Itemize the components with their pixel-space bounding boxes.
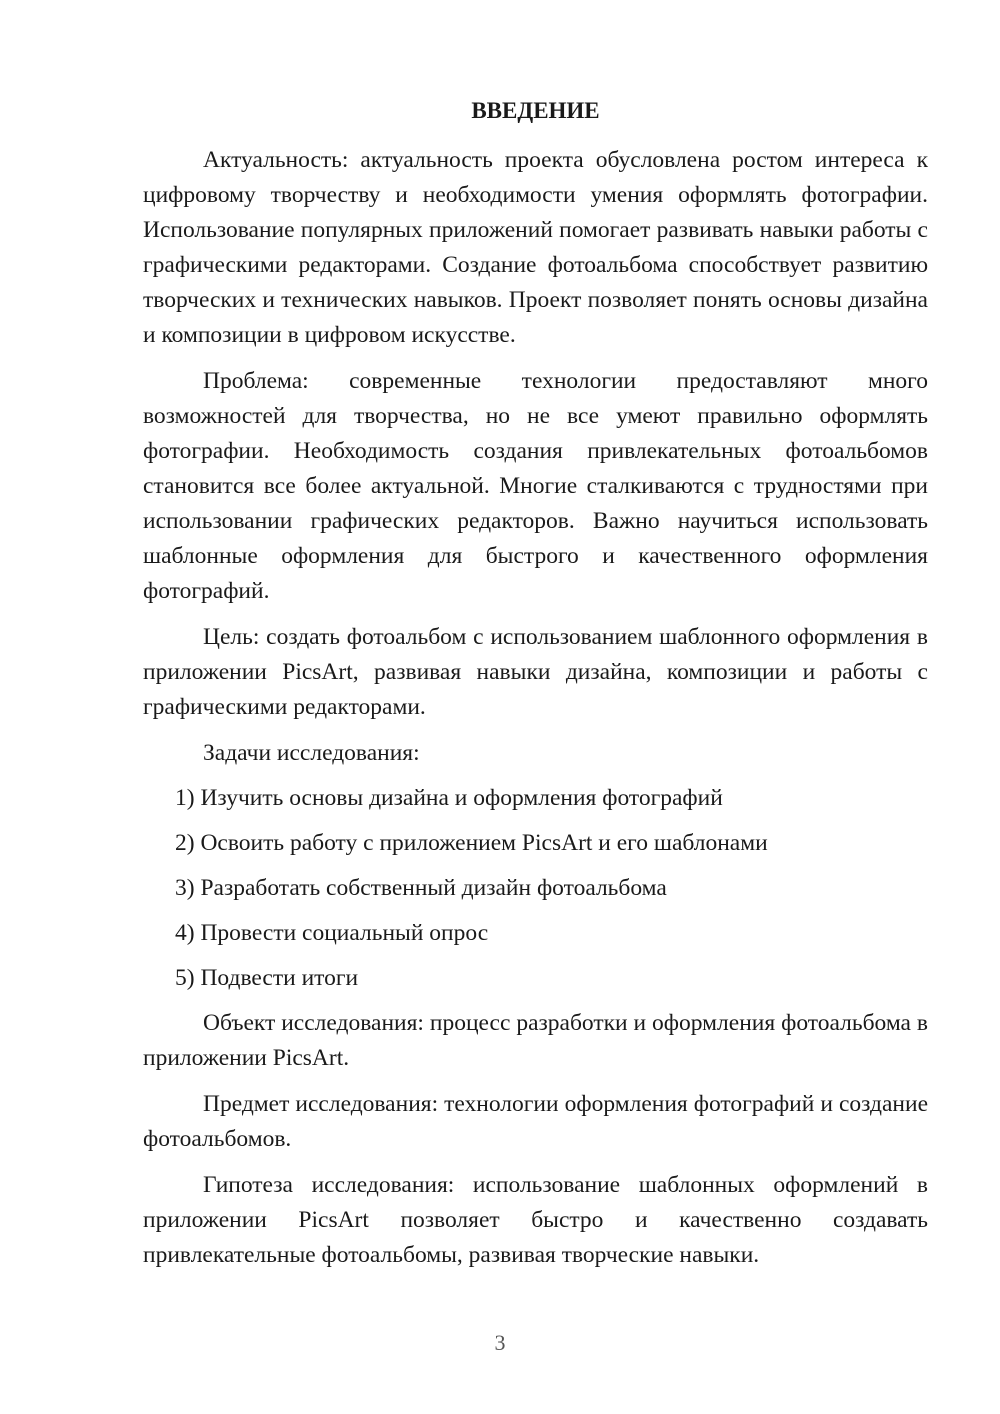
list-item: 5) Подвести итоги xyxy=(175,965,359,991)
list-item: 2) Освоить работу с приложением PicsArt и его шаблонами xyxy=(175,830,768,856)
page-number: 3 xyxy=(494,1330,506,1355)
problem-paragraph: Проблема: современные технологии предоставляют много возможностей для творчества, но не все умеют правильно оформлять фотографии. Необходимость создания привлекательных фотоальбомов становится все более актуальной. Многие сталкиваются с трудностями при использовании графических редакторов. Важно научиться использовать шаблонные оформления для быстрого и качественного оформления фотографий. xyxy=(143,368,928,604)
document-body xyxy=(143,93,928,1284)
tasks-heading: Задачи исследования: xyxy=(203,740,420,766)
object-paragraph: Объект исследования: процесс разработки и оформления фотоальбома в приложении PicsArt. xyxy=(143,1010,928,1071)
list-item: 4) Провести социальный опрос xyxy=(175,920,489,946)
page-title: ВВЕДЕНИЕ xyxy=(471,98,600,123)
relevance-paragraph: Актуальность: актуальность проекта обусловлена ростом интереса к цифровому творчеству и необходимости умения оформлять фотографии. Использование популярных приложений помогает развивать навыки работы с графическими редакторами. Создание фотоальбома способствует развитию творческих и технических навыков. Проект позволяет понять основы дизайна и композиции в цифровом искусстве. xyxy=(143,147,928,348)
subject-paragraph: Предмет исследования: технологии оформления фотографий и создание фотоальбомов. xyxy=(143,1091,928,1152)
list-item: 1) Изучить основы дизайна и оформления фотографий xyxy=(175,785,723,811)
hypothesis-paragraph: Гипотеза исследования: использование шаблонных оформлений в приложении PicsArt позволяет быстро и качественно создавать привлекательные фотоальбомы, развивая творческие навыки. xyxy=(143,1172,928,1268)
list-item: 3) Разработать собственный дизайн фотоальбома xyxy=(175,875,667,901)
goal-paragraph: Цель: создать фотоальбом с использованием шаблонного оформления в приложении PicsArt, развивая навыки дизайна, композиции и работы с графическими редакторами. xyxy=(143,624,928,720)
tasks-list xyxy=(143,781,928,996)
